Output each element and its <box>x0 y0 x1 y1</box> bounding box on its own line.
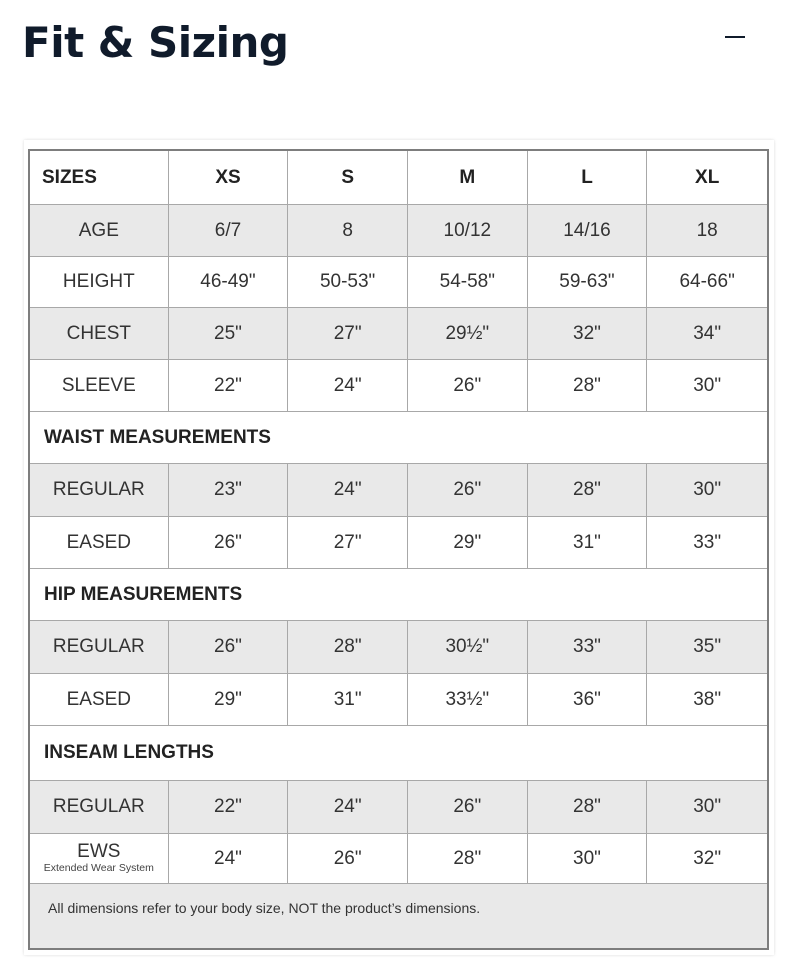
column-header: XS <box>169 151 289 204</box>
row-label: SLEEVE <box>30 360 169 411</box>
table-cell: 24" <box>288 781 408 833</box>
table-row <box>30 308 767 360</box>
table-cell: 33" <box>528 621 648 673</box>
row-label <box>30 834 169 883</box>
collapse-button[interactable] <box>720 22 750 52</box>
row-label: REGULAR <box>30 464 169 516</box>
table-cell: 28" <box>288 621 408 673</box>
corner-label: SIZES <box>30 151 169 204</box>
table-cell: 30" <box>528 834 648 883</box>
table-cell: 32" <box>528 308 648 359</box>
table-cell: 23" <box>169 464 289 516</box>
table-cell: 31" <box>528 517 648 568</box>
table-cell: 26" <box>408 464 528 516</box>
table-cell: 29" <box>169 674 289 725</box>
size-chart-image <box>24 140 774 955</box>
table-cell: 46-49" <box>169 257 289 307</box>
table-cell: 27" <box>288 308 408 359</box>
table-row <box>30 674 767 726</box>
column-header: L <box>528 151 648 204</box>
table-cell: 30" <box>693 479 722 500</box>
table-cell: 33½" <box>408 674 528 725</box>
column-header: S <box>288 151 408 204</box>
section-heading-inseam: INSEAM LENGTHS <box>30 726 767 781</box>
table-cell: 25" <box>169 308 289 359</box>
table-row <box>30 360 767 412</box>
table-cell: 28" <box>528 464 648 516</box>
table-row <box>30 257 767 308</box>
row-label-sub: Extended Wear System <box>43 862 154 874</box>
table-cell: 50-53" <box>288 257 408 307</box>
table-cell: 38" <box>693 688 722 710</box>
table-cell: 29½" <box>408 308 528 359</box>
table-row <box>30 464 767 517</box>
table-row <box>30 621 767 674</box>
table-cell: 26" <box>408 360 528 411</box>
table-cell: 8 <box>288 205 408 256</box>
row-label: REGULAR <box>30 621 169 673</box>
footnote: All dimensions refer to your body size, NOT the product’s dimensions. <box>48 900 481 916</box>
table-cell: 26" <box>288 834 408 883</box>
table-cell: 27" <box>288 517 408 568</box>
table-cell: 24" <box>288 464 408 516</box>
table-cell: 22" <box>169 781 289 833</box>
table-row <box>30 517 767 569</box>
table-row <box>30 781 767 834</box>
table-cell: 54-58" <box>408 257 528 307</box>
table-cell: 30" <box>693 796 722 817</box>
table-row <box>30 205 767 257</box>
table-cell: 29" <box>408 517 528 568</box>
table-cell: 30½" <box>408 621 528 673</box>
table-cell: 22" <box>169 360 289 411</box>
row-label: EASED <box>30 517 169 568</box>
row-label: REGULAR <box>30 781 169 833</box>
minus-icon <box>725 36 745 39</box>
row-label-main: EWS <box>77 841 121 862</box>
table-cell: 6/7 <box>169 205 289 256</box>
table-header-row <box>30 151 767 205</box>
table-cell: 34" <box>693 322 722 344</box>
page-title: Fit & Sizing <box>22 18 289 67</box>
table-cell: 30" <box>693 374 722 396</box>
size-chart-table <box>28 149 769 950</box>
table-cell: 18 <box>696 219 718 241</box>
table-cell: 64-66" <box>679 271 735 292</box>
row-label: HEIGHT <box>30 257 169 307</box>
section-heading-hip: HIP MEASUREMENTS <box>30 569 767 621</box>
column-header: XL <box>695 166 720 188</box>
table-cell: 35" <box>693 636 722 657</box>
table-cell: 10/12 <box>408 205 528 256</box>
section-heading-waist: WAIST MEASUREMENTS <box>30 412 767 464</box>
table-cell: 28" <box>528 360 648 411</box>
table-cell: 24" <box>169 834 289 883</box>
table-cell: 14/16 <box>528 205 648 256</box>
row-label: EASED <box>30 674 169 725</box>
table-cell: 26" <box>408 781 528 833</box>
accordion-header[interactable] <box>0 0 798 90</box>
row-label: CHEST <box>30 308 169 359</box>
row-label: AGE <box>30 205 169 256</box>
table-cell: 28" <box>528 781 648 833</box>
table-cell: 26" <box>169 517 289 568</box>
table-cell: 33" <box>693 531 722 553</box>
table-row <box>30 834 767 884</box>
table-cell: 26" <box>169 621 289 673</box>
table-cell: 59-63" <box>528 257 648 307</box>
table-cell: 31" <box>288 674 408 725</box>
table-cell: 28" <box>408 834 528 883</box>
table-cell: 32" <box>693 847 722 869</box>
column-header: M <box>408 151 528 204</box>
table-cell: 36" <box>528 674 648 725</box>
table-cell: 24" <box>288 360 408 411</box>
